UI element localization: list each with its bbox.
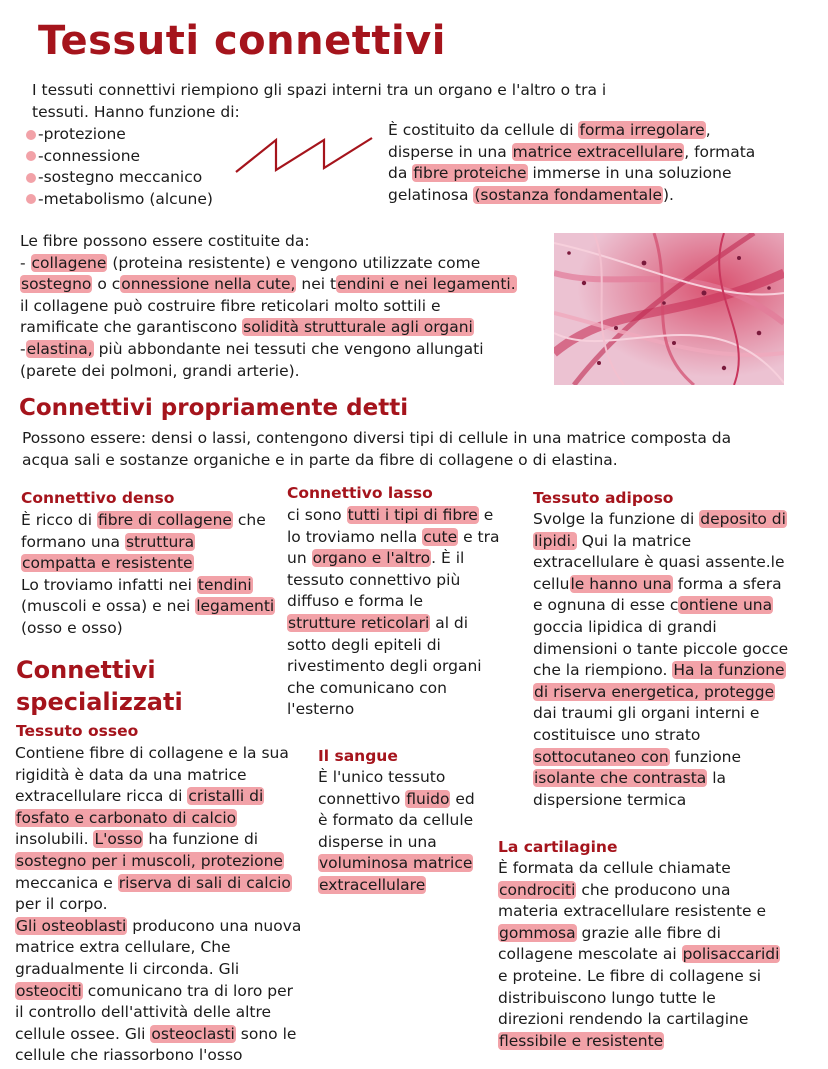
text-span: Qui la matrice	[576, 531, 692, 550]
text-span: È l'unico tessuto	[318, 768, 446, 786]
highlighted-text: tutti i tipi di fibre	[347, 506, 478, 524]
text-line	[498, 944, 780, 966]
composition-text	[388, 120, 755, 206]
text-span: e tra	[458, 527, 500, 546]
text-span: producono una nuova	[127, 916, 302, 935]
text-span: dimensioni o tante piccole gocce	[533, 639, 789, 658]
highlighted-text: tendini	[197, 575, 252, 594]
text-span: tessuto connettivo più	[287, 570, 461, 589]
text-span: sono le	[235, 1024, 297, 1043]
text-span: -sostegno meccanico	[38, 168, 203, 187]
bone-heading: Tessuto osseo	[16, 722, 139, 740]
highlighted-text: fosfato e carbonato di calcio	[16, 808, 237, 827]
text-span: dai traumi gli organi interni e	[533, 704, 760, 723]
intro-text	[32, 80, 606, 123]
highlighted-text: sottocutaneo con	[534, 747, 669, 766]
text-span: è formato da cellule	[318, 811, 474, 830]
list-item	[26, 124, 213, 146]
text-line	[388, 120, 755, 142]
text-line	[15, 808, 301, 830]
text-line	[20, 317, 517, 339]
text-span: -	[20, 339, 26, 358]
text-span: (muscoli e ossa) e nei	[21, 597, 196, 616]
text-span: connettivo	[318, 789, 406, 808]
highlighted-text: extracellulare	[319, 875, 426, 894]
text-span: Connettivi	[16, 656, 156, 684]
text-span: Svolge la funzione di	[533, 510, 700, 528]
text-span: un	[287, 549, 312, 568]
text-span: o c	[92, 275, 121, 294]
text-line	[15, 851, 301, 873]
text-line	[287, 613, 500, 635]
highlighted-text: osteociti	[16, 981, 82, 1000]
text-span: materia extracellulare resistente e	[498, 902, 767, 921]
text-span: cellule che riassorbono l'osso	[15, 1046, 243, 1065]
text-span: funzione	[669, 747, 742, 766]
text-span: immerse in una soluzione	[527, 164, 732, 183]
text-span: direzioni rendendo la cartilagine	[498, 1010, 749, 1029]
text-span: disperse in una	[318, 832, 437, 851]
text-span: matrice extra cellulare, Che	[15, 938, 231, 957]
text-line	[388, 185, 755, 207]
text-span: e	[478, 506, 494, 524]
text-span: che la riempiono.	[533, 661, 673, 680]
text-span: da	[388, 164, 413, 183]
highlighted-text: elastina,	[26, 339, 93, 358]
text-line	[533, 509, 788, 531]
dense-heading: Connettivo denso	[21, 489, 175, 507]
highlighted-text: struttura	[125, 532, 195, 551]
text-span: più abbondante nei tessuti che vengono allungati	[93, 339, 484, 358]
text-span: -metabolismo (alcune)	[38, 189, 213, 208]
bullet-dot-icon	[26, 130, 36, 140]
text-line	[318, 875, 475, 897]
text-span: dispersione termica	[533, 790, 687, 809]
text-span: , formata	[684, 142, 756, 161]
loose-text	[287, 505, 500, 721]
text-line	[287, 527, 500, 549]
bone-text	[15, 743, 301, 1067]
text-span: Le fibre possono essere costituite da:	[20, 232, 310, 250]
text-span: e ognuna di esse c	[533, 596, 679, 615]
cartilage-text	[498, 858, 780, 1052]
text-span: cellu	[533, 574, 570, 593]
text-span: -	[20, 253, 31, 272]
highlighted-text: polisaccaridi	[682, 945, 780, 964]
text-span: insolubili.	[15, 830, 94, 849]
adipose-heading: Tessuto adiposo	[533, 489, 674, 507]
highlighted-text: deposito di	[700, 510, 786, 528]
section-heading-specialized	[16, 654, 183, 718]
highlighted-text: matrice extracellulare	[512, 142, 684, 161]
section-heading-proper: Connettivi propriamente detti	[19, 395, 409, 421]
loose-heading: Connettivo lasso	[287, 484, 433, 502]
highlighted-text: cute	[423, 527, 458, 546]
text-span: gelatinosa	[388, 185, 474, 204]
highlighted-text: Gli osteoblasti	[16, 916, 127, 935]
text-span: distribuiscono lungo tutte le	[498, 988, 716, 1007]
text-span: meccanica e	[15, 873, 118, 892]
text-span: che comunicano con	[287, 678, 447, 697]
text-span: ed	[450, 789, 475, 808]
highlighted-text: gommosa	[499, 923, 576, 942]
text-span: collagene mescolate ai	[498, 945, 682, 964]
text-span: costituisce uno strato	[533, 725, 701, 744]
highlighted-text: lipidi.	[534, 531, 576, 550]
text-span: per il corpo.	[15, 895, 108, 914]
highlighted-text: legamenti	[196, 597, 275, 616]
highlighted-text: isolante che contrasta	[534, 769, 707, 788]
proper-text	[22, 428, 731, 471]
text-line	[533, 682, 788, 704]
highlighted-text: compatta e resistente	[22, 554, 193, 573]
text-line	[533, 768, 788, 790]
text-span: specializzati	[16, 688, 183, 716]
text-span: diffuso e forma le	[287, 592, 424, 611]
text-line	[20, 274, 517, 296]
text-span: . È il	[431, 549, 465, 568]
text-line	[21, 575, 275, 597]
highlighted-text: di riserva energetica, protegge	[534, 682, 775, 701]
list-item	[26, 189, 213, 211]
text-span: sotto degli epiteli di	[287, 635, 441, 654]
text-span: il collagene può costruire fibre reticolari molto sottili e	[20, 296, 441, 315]
highlighted-text: condrociti	[499, 880, 576, 899]
text-line	[20, 339, 517, 361]
text-span: ramificate che garantiscono	[20, 318, 243, 337]
text-span: (parete dei polmoni, grandi arterie).	[20, 361, 300, 380]
cartilage-heading: La cartilagine	[498, 838, 618, 856]
text-span: ha funzione di	[143, 830, 259, 849]
text-line	[318, 789, 475, 811]
text-line	[533, 531, 788, 553]
highlighted-text: sostegno per i muscoli, protezione	[16, 851, 283, 870]
text-span: extracellulare è quasi assente.le	[533, 553, 785, 572]
blood-heading: Il sangue	[318, 747, 398, 765]
text-line	[21, 596, 275, 618]
highlighted-text: Ha la funzione	[673, 661, 785, 680]
text-span: e proteine. Le fibre di collagene si	[498, 966, 762, 985]
text-span: che	[232, 511, 266, 529]
text-span: grazie alle fibre di	[576, 923, 721, 942]
text-span: nei t	[296, 275, 337, 294]
highlighted-text: voluminosa matrice	[319, 854, 473, 873]
text-line	[388, 142, 755, 164]
text-span: Contiene fibre di collagene e la sua	[15, 744, 289, 762]
highlighted-text: onnessione nella cute,	[121, 275, 296, 294]
highlighted-text: osteoclasti	[151, 1024, 235, 1043]
text-span: al di	[430, 613, 469, 632]
text-line	[15, 916, 301, 938]
text-span: la	[707, 769, 727, 788]
text-span: (osso e osso)	[21, 618, 123, 637]
dense-text	[21, 510, 275, 640]
text-span: che producono una	[576, 880, 731, 899]
text-span: ).	[663, 185, 674, 204]
highlighted-text: organo e l'altro	[312, 549, 431, 568]
highlighted-text: fibre di collagene	[97, 511, 232, 529]
highlighted-text: (sostanza fondamentale	[474, 185, 662, 204]
text-line	[498, 880, 780, 902]
text-span: ci sono	[287, 506, 347, 524]
text-span: È ricco di	[21, 511, 97, 529]
connective-tissue-micrograph	[554, 233, 784, 385]
text-span: goccia lipidica di grandi	[533, 617, 717, 636]
highlighted-text: collagene	[31, 253, 107, 272]
bullet-dot-icon	[26, 194, 36, 204]
text-line	[15, 981, 301, 1003]
list-item	[26, 167, 213, 189]
text-span: il controllo dell'attività delle altre	[15, 1003, 272, 1022]
text-line	[318, 853, 475, 875]
text-line	[15, 873, 301, 895]
text-span: (proteina resistente) e vengono utilizzate come	[107, 253, 481, 272]
text-line	[287, 548, 500, 570]
text-span: rivestimento degli organi	[287, 657, 482, 676]
text-line	[388, 163, 755, 185]
zigzag-arrow-icon	[232, 132, 377, 180]
text-line	[533, 747, 788, 769]
bullet-dot-icon	[26, 151, 36, 161]
text-line	[533, 660, 788, 682]
highlighted-text: strutture reticolari	[288, 613, 430, 632]
text-line	[287, 505, 500, 527]
highlighted-text: ontiene una	[679, 596, 773, 615]
highlighted-text: fibre proteiche	[413, 164, 527, 183]
text-line	[21, 532, 275, 554]
text-span: Possono essere: densi o lassi, contengono diversi tipi di cellule in una matrice composta da	[22, 429, 732, 447]
text-line	[533, 595, 788, 617]
intro-line: I tessuti connettivi riempiono gli spazi interni tra un organo e l'altro o tra i	[32, 81, 607, 99]
text-line	[20, 253, 517, 275]
highlighted-text: cristalli di	[188, 787, 264, 806]
highlighted-text: flessibile e resistente	[499, 1031, 664, 1050]
highlighted-text: L'osso	[94, 830, 143, 849]
highlighted-text: fluido	[406, 789, 450, 808]
text-span: -protezione	[38, 125, 126, 143]
text-line	[15, 1024, 301, 1046]
text-line	[498, 1031, 780, 1053]
highlighted-text: le hanno una	[570, 574, 672, 593]
adipose-text	[533, 509, 788, 811]
text-line	[15, 829, 301, 851]
text-line	[498, 923, 780, 945]
text-line	[15, 786, 301, 808]
text-span: gradualmente li circonda. Gli	[15, 959, 240, 978]
list-item	[26, 146, 213, 168]
bullet-dot-icon	[26, 173, 36, 183]
highlighted-text: riserva di sali di calcio	[118, 873, 291, 892]
text-span: cellule ossee. Gli	[15, 1024, 151, 1043]
text-span: forma a sfera	[672, 574, 782, 593]
text-span: l'esterno	[287, 700, 355, 719]
text-line	[533, 574, 788, 596]
function-list	[26, 124, 213, 210]
highlighted-text: endini e nei legamenti.	[337, 275, 516, 294]
text-span: rigidità è data da una matrice	[15, 765, 247, 784]
highlighted-text: solidità strutturale agli organi	[243, 318, 473, 337]
text-line	[21, 553, 275, 575]
text-line	[21, 510, 275, 532]
text-span: ,	[705, 121, 711, 139]
text-span: comunicano tra di loro per	[82, 981, 294, 1000]
highlighted-text: sostegno	[21, 275, 92, 294]
text-span: Lo troviamo infatti nei	[21, 575, 197, 594]
page-title: Tessuti connettivi	[38, 18, 446, 64]
highlighted-text: forma irregolare	[579, 121, 705, 139]
text-span: extracellulare ricca di	[15, 787, 188, 806]
text-span: disperse in una	[388, 142, 512, 161]
text-span: formano una	[21, 532, 125, 551]
text-span: È formata da cellule chiamate	[498, 859, 731, 877]
text-span: acqua sali e sostanze organiche e in parte da fibre di collagene o di elastina.	[22, 450, 618, 469]
intro-line: tessuti. Hanno funzione di:	[32, 102, 240, 121]
text-span: È costituito da cellule di	[388, 121, 579, 139]
text-span: -connessione	[38, 146, 141, 165]
text-span: lo troviamo nella	[287, 527, 423, 546]
fibers-text	[20, 231, 517, 382]
blood-text	[318, 767, 475, 897]
